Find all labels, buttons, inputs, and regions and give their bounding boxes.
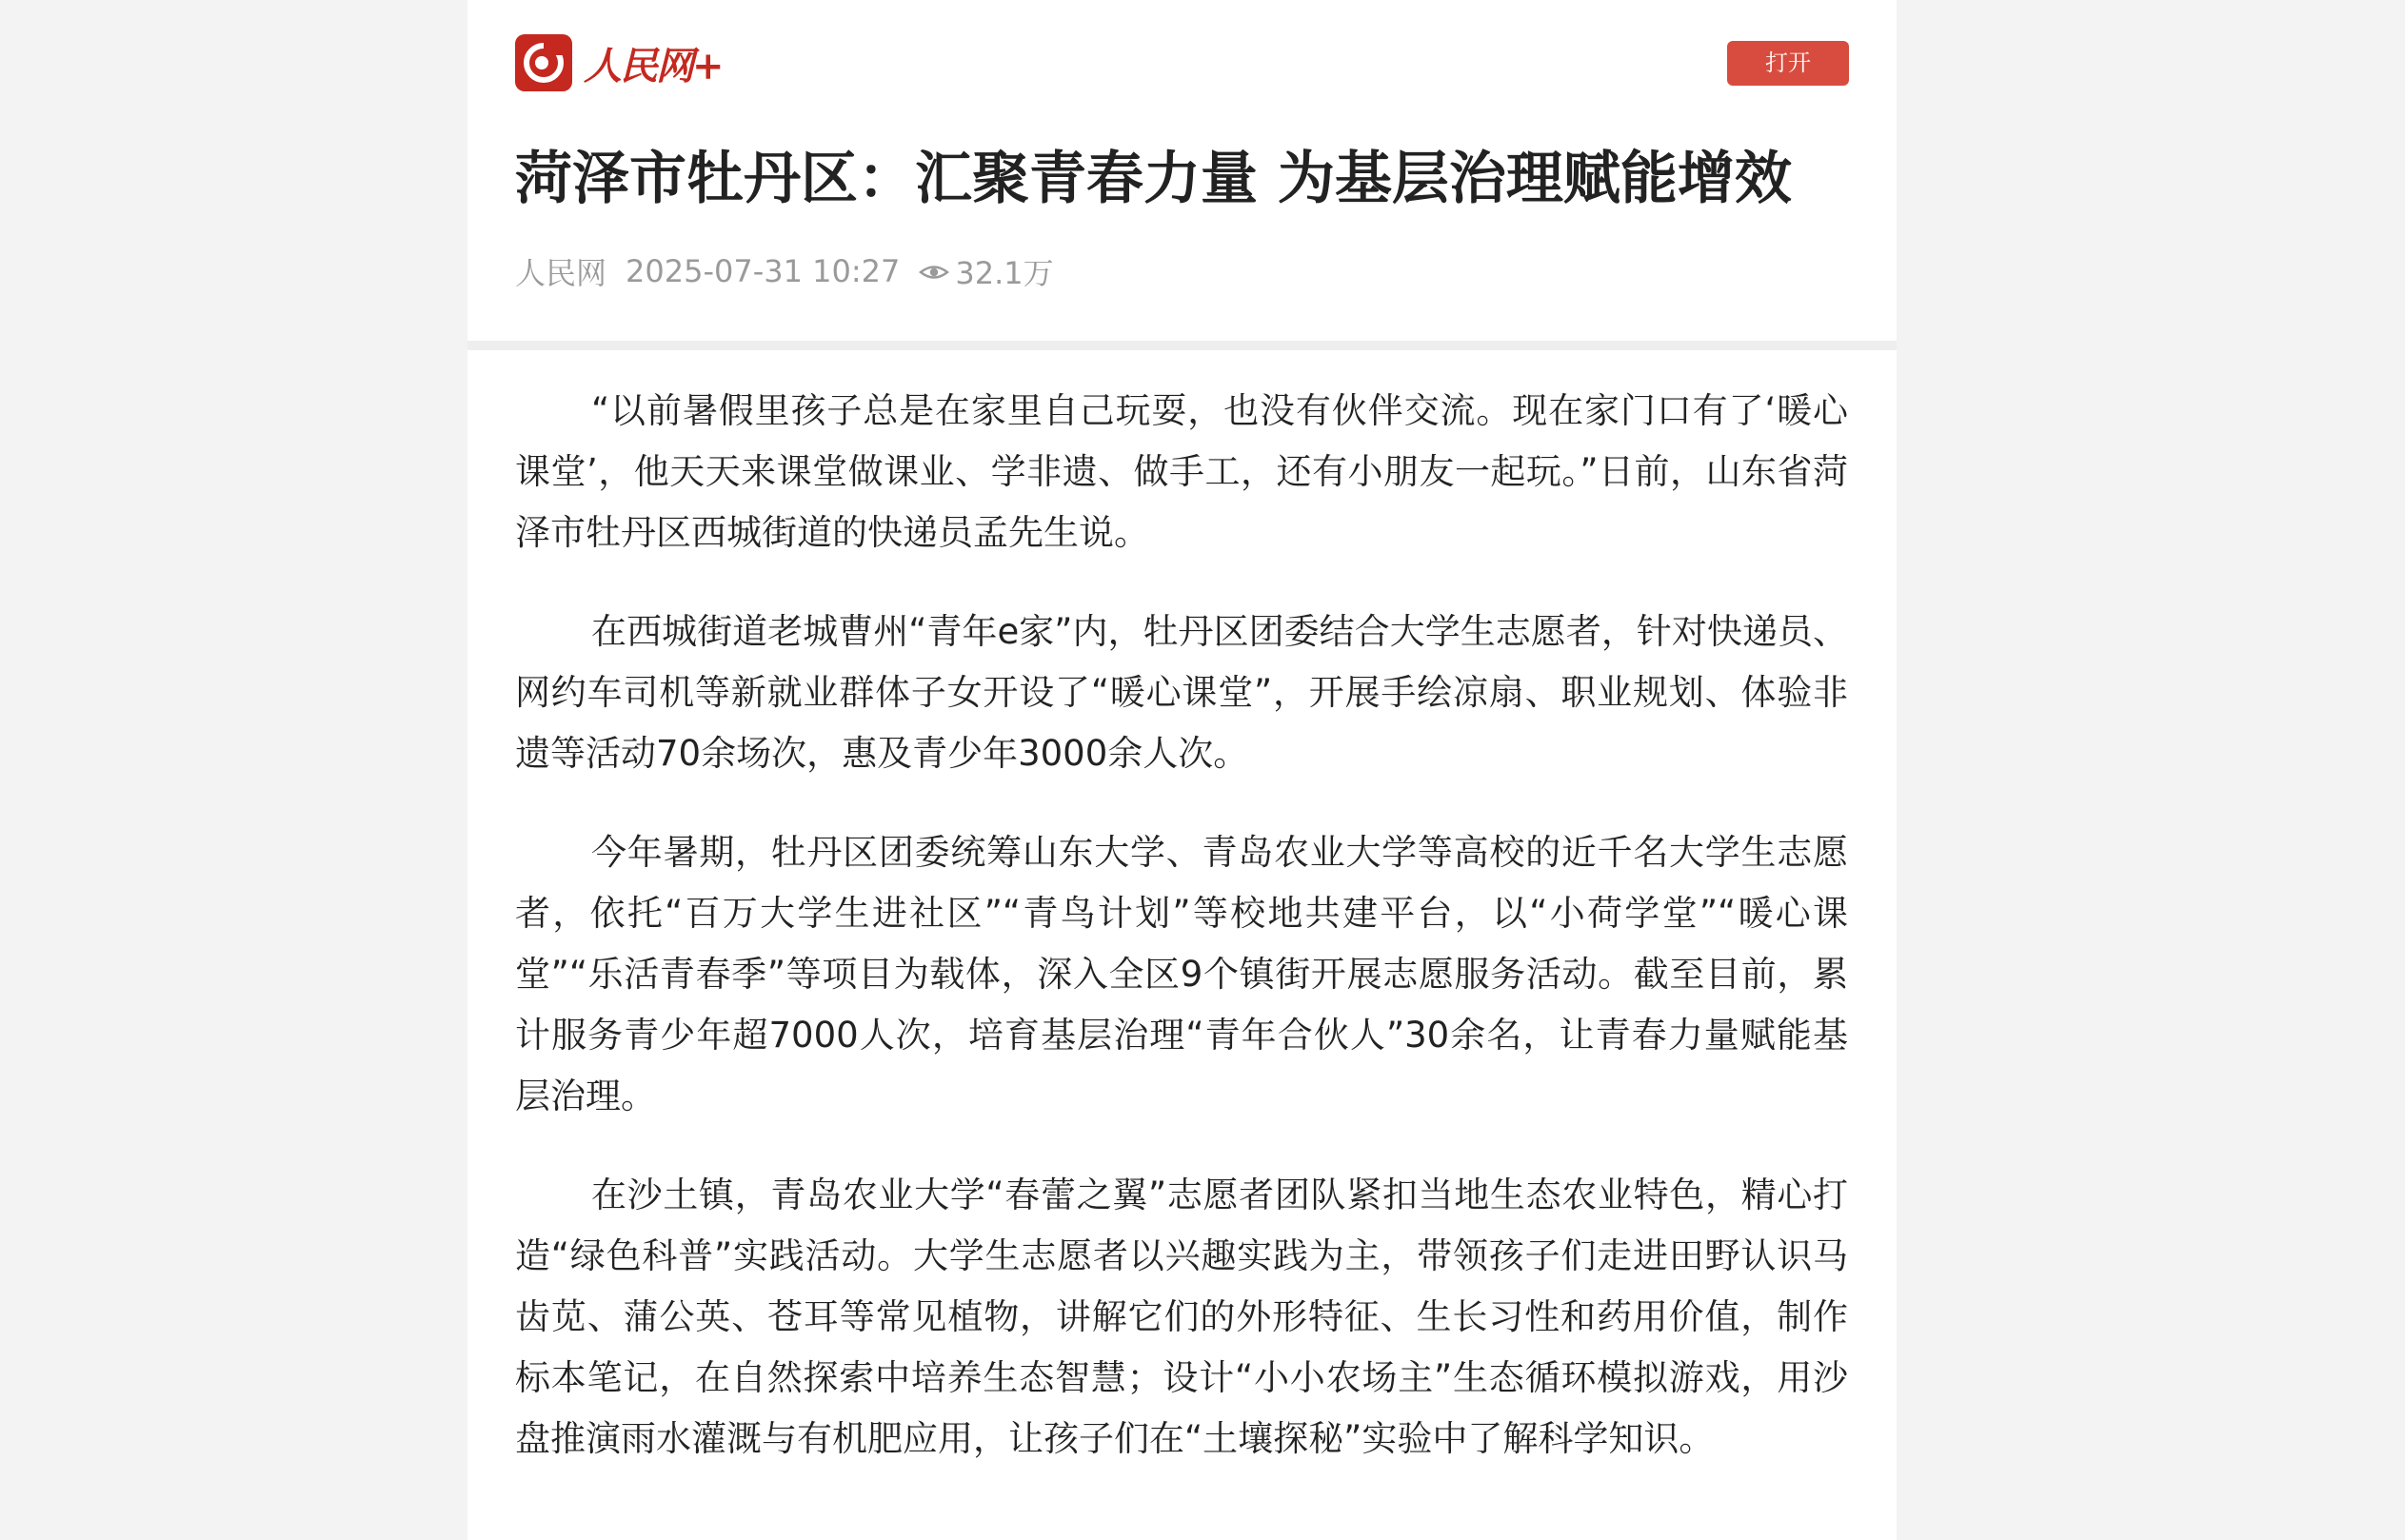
top-bar	[515, 34, 1849, 91]
article-paragraph: 在西城街道老城曹州“青年e家”内，牡丹区团委结合大学生志愿者，针对快递员、网约车司机等新就业群体子女开设了“暖心课堂”，开展手绘凉扇、职业规划、体验非遗等活动70余场次，惠及青少年3000余人次。	[515, 611, 1848, 774]
article-paragraph: 在沙土镇，青岛农业大学“春蕾之翼”志愿者团队紧扣当地生态农业特色，精心打造“绿色科普”实践活动。大学生志愿者以兴趣实践为主，带领孩子们走进田野认识马齿苋、蒲公英、苍耳等常见植物，讲解它们的外形特征、生长习性和药用价值，制作标本笔记，在自然探索中培养生态智慧；设计“小小农场主”生态循环模拟游戏，用沙盘推演雨水灌溉与有机肥应用，让孩子们在“土壤探秘”实验中了解科学知识。	[515, 1175, 1848, 1459]
article-page	[467, 0, 1897, 1540]
article-title: 菏泽市牡丹区：汇聚青春力量 为基层治理赋能增效	[515, 146, 1792, 212]
article-source: 人民网	[515, 255, 607, 291]
brand-logo-text: 人民网+	[584, 43, 723, 89]
article-datetime: 2025-07-31 10:27	[626, 253, 901, 289]
section-divider	[467, 341, 1897, 350]
article-paragraph: 今年暑期，牡丹区团委统筹山东大学、青岛农业大学等高校的近千名大学生志愿者，依托“百万大学生进社区”“青鸟计划”等校地共建平台，以“小荷学堂”“暖心课堂”“乐活青春季”等项目为载体，深入全区9个镇街开展志愿服务活动。截至目前，累计服务青少年超7000人次，培育基层治理“青年合伙人”30余名，让青春力量赋能基层治理。	[515, 832, 1848, 1116]
article-body	[515, 381, 1848, 1508]
brand-logo[interactable]	[515, 34, 723, 91]
people-daily-logo-icon	[515, 34, 572, 91]
eye-icon	[919, 262, 949, 283]
open-app-button[interactable]: 打开	[1727, 41, 1849, 86]
article-meta	[515, 249, 1054, 293]
view-count: 32.1万	[955, 255, 1054, 291]
article-paragraph: “以前暑假里孩子总是在家里自己玩耍，也没有伙伴交流。现在家门口有了‘暖心课堂’，他天天来课堂做课业、学非遗、做手工，还有小朋友一起玩。”日前，山东省菏泽市牡丹区西城街道的快递员孟先生说。	[515, 390, 1848, 553]
